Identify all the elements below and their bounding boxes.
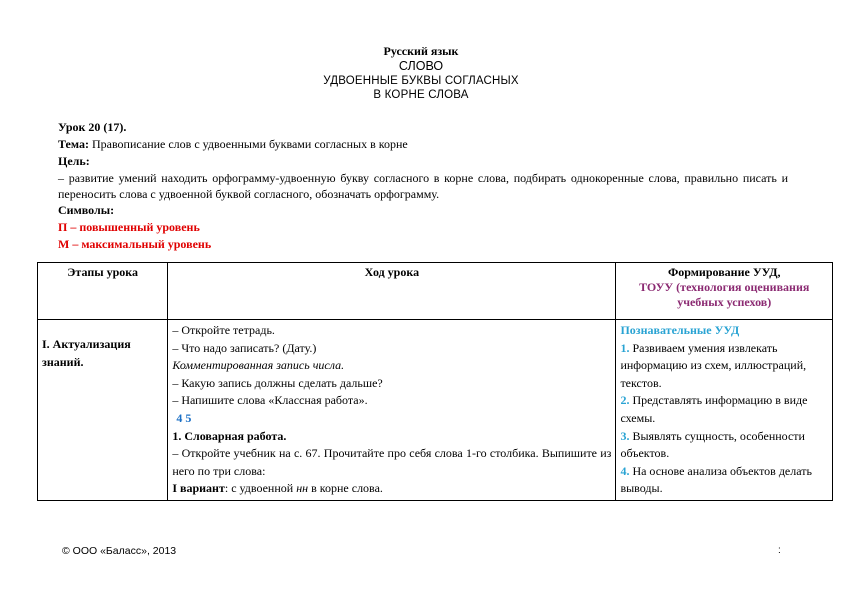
copyright-footer: © ООО «Баласс», 2013 bbox=[62, 545, 177, 557]
subject-title: Русский язык bbox=[383, 44, 459, 58]
uud-codes: 4 5 bbox=[176, 410, 192, 425]
variant-text-end: в корне слова. bbox=[308, 481, 383, 496]
header-uud-title: Формирование УУД, bbox=[667, 265, 781, 279]
topic-title-line2: В КОРНЕ СЛОВА bbox=[373, 89, 469, 101]
header-stages: Этапы урока bbox=[38, 263, 168, 320]
header-course: Ход урока bbox=[168, 263, 616, 320]
header-uud-sub: ТОУУ (технология оценивания учебных успехов) bbox=[639, 280, 810, 309]
theme-text: Правописание слов с удвоенными буквами согласных в корне bbox=[88, 137, 408, 151]
document-header bbox=[0, 44, 842, 102]
symbol-m: М – максимальный уровень bbox=[58, 237, 212, 251]
variant-text: : с удвоенной bbox=[224, 481, 297, 496]
table-row bbox=[38, 320, 833, 501]
lesson-table bbox=[37, 262, 833, 501]
variant-label: I вариант bbox=[172, 481, 225, 496]
goal-text: – развитие умений находить орфограмму-удвоенную букву согласного в корне слова, подбирать однокоренные слова, правильно писать и переносить слова с удвоенной буквой согласного, обозначать орфограмму. bbox=[58, 171, 788, 201]
uud-cell bbox=[616, 320, 833, 501]
section-title: СЛОВО bbox=[398, 59, 444, 73]
course-cell bbox=[168, 320, 616, 501]
course-line: – Какую запись должны сделать дальше? bbox=[172, 375, 383, 390]
symbols-label: Символы: bbox=[58, 203, 115, 217]
symbol-p: П – повышенный уровень bbox=[58, 220, 200, 234]
uud-item-text: Представлять информацию в виде схемы. bbox=[620, 393, 808, 425]
uud-item bbox=[620, 340, 828, 393]
uud-item bbox=[620, 463, 828, 498]
uud-item bbox=[620, 392, 828, 427]
course-line: – Откройте тетрадь. bbox=[172, 323, 275, 337]
table-header-row bbox=[38, 263, 833, 320]
topic-title-line1: УДВОЕННЫЕ БУКВЫ СОГЛАСНЫХ bbox=[323, 75, 519, 87]
course-line bbox=[172, 480, 611, 498]
uud-item-number: 1. bbox=[620, 340, 630, 355]
page-mark: : bbox=[778, 545, 781, 556]
goal-label: Цель: bbox=[58, 154, 90, 168]
uud-item-number: 4. bbox=[620, 463, 630, 478]
lesson-number: Урок 20 (17). bbox=[58, 120, 127, 134]
course-line: Комментированная запись числа. bbox=[172, 358, 345, 373]
stage-cell: I. Актуализация знаний. bbox=[38, 320, 168, 501]
uud-item-text: На основе анализа объектов делать выводы. bbox=[620, 463, 812, 496]
uud-title: Познавательные УУД bbox=[620, 323, 740, 337]
uud-item-text: Выявлять сущность, особенности объектов. bbox=[620, 428, 805, 461]
variant-letters: нн bbox=[296, 481, 309, 496]
theme-label: Тема: bbox=[58, 137, 89, 151]
uud-item-text: Развиваем умения извлекать информацию из схем, иллюстраций, текстов. bbox=[620, 340, 807, 390]
vocabulary-heading: 1. Словарная работа. bbox=[172, 428, 287, 443]
course-line: – Напишите слова «Классная работа». bbox=[172, 393, 368, 408]
uud-item-number: 3. bbox=[620, 428, 630, 443]
uud-item bbox=[620, 428, 828, 463]
header-uud bbox=[616, 263, 833, 320]
lesson-meta bbox=[58, 119, 788, 253]
course-line: – Откройте учебник на с. 67. Прочитайте про себя слова 1-го столбика. Выпишите из него по три слова: bbox=[172, 446, 612, 478]
course-line: – Что надо записать? (Дату.) bbox=[172, 340, 317, 355]
uud-item-number: 2. bbox=[620, 393, 630, 408]
